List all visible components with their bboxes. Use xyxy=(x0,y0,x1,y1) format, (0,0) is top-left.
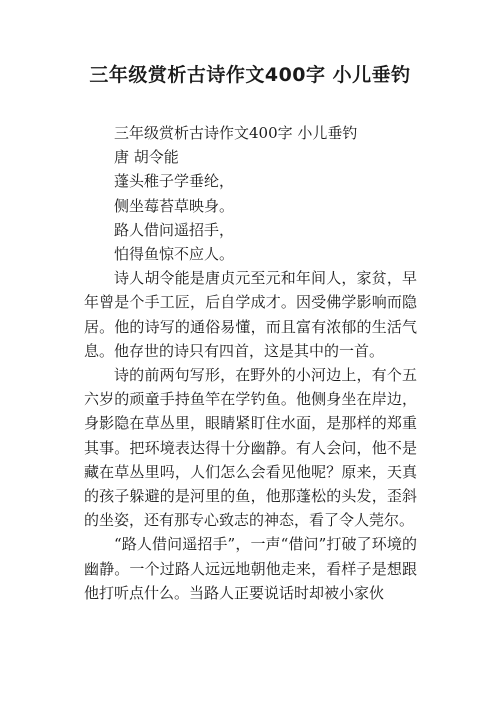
article-subtitle: 三年级赏析古诗作文400字 小儿垂钓 xyxy=(114,124,358,142)
poem-author: 唐 胡令能 xyxy=(114,148,179,167)
paragraph-analysis-first-lines: 诗的前两句写形，在野外的小河边上，有个五六岁的顽童手持鱼竿在学钓鱼。他侧身坐在岸边，身影隐在草丛里，眼睛紧盯住水面，是那样的郑重其事。把环境表达得十分幽静。有人会问，他不是藏在草丛里吗，人们怎么会看见他呢？原来，天真的孩子躲避的是河里的鱼，他那蓬松的头发，歪斜的坐姿，还有那专心致志的神态，看了令人莞尔。 xyxy=(84,366,417,530)
poem-line-3: 路人借问遥招手， xyxy=(114,220,235,239)
poem-line-1: 蓬头稚子学垂纶， xyxy=(114,172,235,191)
document-body xyxy=(84,121,417,605)
poem-line-4: 怕得鱼惊不应人。 xyxy=(114,245,235,264)
document-title: 三年级赏析古诗作文400字 小儿垂钓 xyxy=(89,64,411,86)
poem-line-2: 侧坐莓苔草映身。 xyxy=(114,196,235,215)
paragraph-analysis-third-line: “路人借问遥招手”，一声“借问”打破了环境的幽静。一个过路人远远地朝他走来，看样子是想跟他打听点什么。当路人正要说话时却被小家伙 xyxy=(84,535,417,602)
paragraph-poet-intro: 诗人胡令能是唐贞元至元和年间人，家贫，早年曾是个手工匠，后自学成才。因受佛学影响而隐居。他的诗写的通俗易懂，而且富有浓郁的生活气息。他存世的诗只有四首，这是其中的一首。 xyxy=(84,269,417,360)
